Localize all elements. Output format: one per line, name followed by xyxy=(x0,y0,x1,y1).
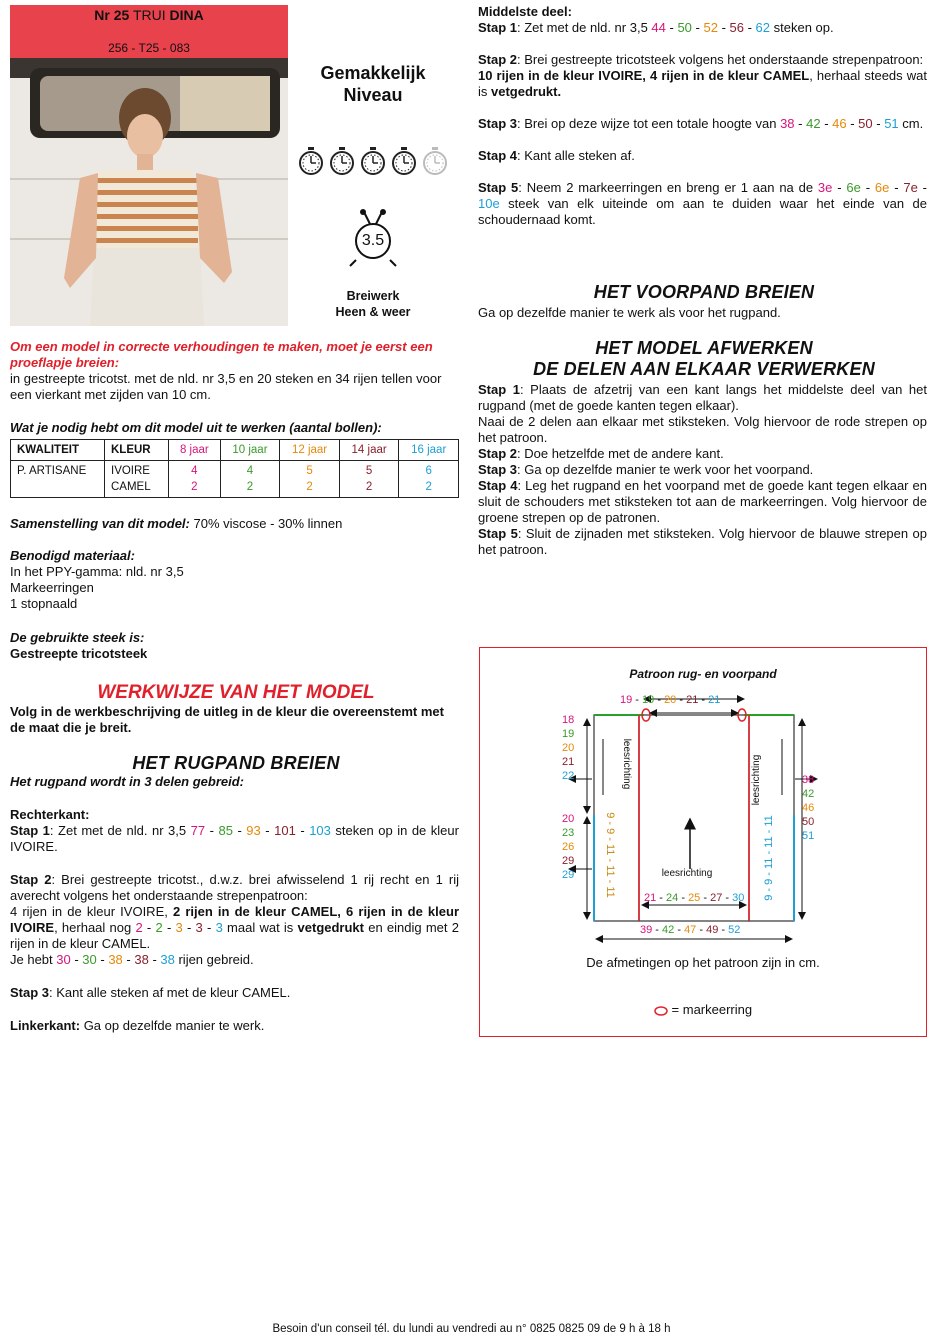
size-value: 21 xyxy=(562,756,575,768)
ivoire-qty: 5 xyxy=(365,465,373,477)
girl-photo-illustration xyxy=(10,58,288,326)
workflow-title: WERKWIJZE VAN HET MODEL xyxy=(97,682,375,703)
step-bold: 10 rijen in de kleur IVOIRE, 4 rijen in de kleur CAMEL xyxy=(478,68,810,83)
size-value: 38 xyxy=(134,952,149,967)
step-label: Stap 3 xyxy=(478,462,518,477)
size-value: 3 xyxy=(195,920,203,935)
left-side-title: Linkerkant: xyxy=(10,1018,81,1033)
header-size-16: 16 jaar xyxy=(399,440,459,461)
size-8-cell xyxy=(169,461,221,498)
size-list: 77 - 85 - 93 - 101 - 103 xyxy=(190,823,331,838)
step-text: : Leg het rugpand en het voorpand met de goede kant tegen elkaar en sluit de schouders met stiksteken tot aan de markeerringen. Volg hiervoor de groene strepen op de patronen. xyxy=(478,478,928,525)
camel-qty: 2 xyxy=(306,481,313,493)
gauge-title: Om een model in correcte verhoudingen te maken, moet je eerst een proeflapje breien: xyxy=(10,339,433,370)
r-step3 xyxy=(10,985,459,1001)
footer-text: Besoin d'un conseil tél. du lundi au vendredi au n° 0825 0825 09 de 9 h à 18 h xyxy=(272,1323,671,1335)
step-label: Stap 2 xyxy=(10,872,52,887)
size-value: 85 xyxy=(218,823,233,838)
left-side-text: Ga op dezelfde manier te werk. xyxy=(80,1018,265,1033)
composition-value: 70% viscose - 30% linnen xyxy=(189,516,343,531)
ivoire-qty: 4 xyxy=(191,465,198,477)
size-value: 50 xyxy=(802,816,815,828)
size-value: 19 xyxy=(562,728,575,740)
size-16-cell xyxy=(399,461,459,498)
step-label: Stap 5 xyxy=(478,180,519,195)
model-title xyxy=(10,7,288,24)
back-title: HET RUGPAND BREIEN xyxy=(132,753,340,773)
step-text: : Brei gestreepte tricotst., d.w.z. brei afwisselend 1 rij recht en 1 rij averecht volgens het onderstaande strepenpatroon: xyxy=(10,872,459,903)
size-value: 2 xyxy=(135,920,143,935)
size-value: 93 xyxy=(246,823,261,838)
size-value: 3 xyxy=(175,920,183,935)
header-quality: KWALITEIT xyxy=(11,440,105,461)
header-size-10: 10 jaar xyxy=(220,440,280,461)
size-value: 38 xyxy=(108,952,123,967)
workflow-text: Volg in de werkbeschrijving de uitleg in de kleur die overeenstemt met de maat die je breit. xyxy=(10,704,444,735)
size-value: 56 xyxy=(729,20,744,35)
table-row xyxy=(11,461,459,498)
size-value: 19 xyxy=(642,694,655,706)
step-label: Stap 3 xyxy=(10,985,50,1000)
finish-title-2: DE DELEN AAN ELKAAR VERWERKEN xyxy=(533,359,875,379)
m-step2 xyxy=(478,52,927,100)
size-14-cell xyxy=(339,461,399,498)
m-step5 xyxy=(478,180,927,228)
step-bold: 2 rijen in de kleur CAMEL, 6 rijen in de kleur IVOIRE xyxy=(10,904,460,935)
size-value: 103 xyxy=(309,823,331,838)
stitch-title: De gebruikte steek is: xyxy=(10,630,145,645)
r-step2 xyxy=(10,872,459,968)
step-text: : Zet met de nld. nr 3,5 xyxy=(49,823,191,838)
step-text: cm. xyxy=(898,116,924,131)
size-value: 46 xyxy=(832,116,847,131)
middle-part xyxy=(478,4,927,228)
front-title: HET VOORPAND BREIEN xyxy=(593,282,815,302)
size-value: 38 xyxy=(780,116,795,131)
size-value: 77 xyxy=(190,823,206,838)
left-side xyxy=(10,1018,459,1034)
step-text: : Neem 2 markeerringen en breng er 1 aan na de xyxy=(518,180,818,195)
model-name: DINA xyxy=(169,7,204,23)
size-value: 30 xyxy=(82,952,97,967)
material-line: In het PPY-gamma: nld. nr 3,5 xyxy=(10,564,184,579)
right-side-title: Rechterkant: xyxy=(10,807,90,822)
size-value: 52 xyxy=(728,924,741,936)
size-value: 23 xyxy=(562,827,575,839)
right-piece-height: 9 - 9 - 11 - 11 - 11 xyxy=(763,815,775,901)
difficulty-caption: Niveau xyxy=(343,85,403,105)
technique-label xyxy=(298,288,448,320)
size-value: 22 xyxy=(562,770,575,782)
size-list: 30 - 30 - 38 - 38 - 38 xyxy=(56,952,175,967)
size-12-cell xyxy=(280,461,340,498)
stopwatch-filled-icon xyxy=(360,146,386,176)
size-value: 20 xyxy=(664,694,677,706)
bottom-width: 39 - 42 - 47 - 49 - 52 xyxy=(640,924,741,936)
r-step1 xyxy=(10,823,459,855)
size-list: 44 - 50 - 52 - 56 - 62 xyxy=(651,20,771,35)
material-title: Benodigd materiaal: xyxy=(10,548,135,563)
step-bold: vetgedrukt xyxy=(297,920,364,935)
f-step1-b: Naai de 2 delen aan elkaar met stiksteken. Volg hiervoor de rode strepen op het patroon. xyxy=(478,414,927,445)
size-value: 18 xyxy=(562,714,575,726)
step-text: : Sluit de zijnaden met stiksteken. Volg hiervoor de blauwe strepen op het patroon. xyxy=(478,526,927,557)
step-label: Stap 4 xyxy=(478,478,518,493)
color-cell xyxy=(105,461,169,498)
material-section xyxy=(10,548,462,612)
yarn-table-header xyxy=(11,440,459,461)
m-step1 xyxy=(478,20,927,36)
size-value: 6e xyxy=(846,180,861,195)
needle-size-badge xyxy=(346,208,400,268)
size-value: 2 xyxy=(155,920,163,935)
size-10-cell xyxy=(220,461,280,498)
f-step1 xyxy=(478,382,927,414)
technique-line2: Heen & weer xyxy=(335,305,411,319)
diagram-note: De afmetingen op het patroon zijn in cm. xyxy=(586,955,820,970)
difficulty-level: Gemakkelijk xyxy=(320,63,426,83)
step-text: 4 rijen in de kleur IVOIRE, xyxy=(10,904,173,919)
gauge-text: in gestreepte tricotst. met de nld. nr 3,5 en 20 steken en 34 rijen tellen voor een vierkant met zijden van 10 cm. xyxy=(10,371,442,402)
camel-qty: 2 xyxy=(365,481,373,493)
composition-title: Samenstelling van dit model: xyxy=(10,516,190,531)
step-text: steken op in de kleur IVOIRE. xyxy=(10,823,459,854)
size-value: 39 xyxy=(640,924,653,936)
size-value: 49 xyxy=(706,924,719,936)
reading-direction-right: leesrichting xyxy=(751,754,762,806)
size-list: 38 - 42 - 46 - 50 - 51 xyxy=(780,116,899,131)
step-text: Je hebt xyxy=(10,952,57,967)
finish-title-1: HET MODEL AFWERKEN xyxy=(595,338,813,358)
back-right-side xyxy=(10,807,459,1034)
model-code: 256 - T25 - 083 xyxy=(108,41,190,55)
stopwatch-filled-icon xyxy=(391,146,417,176)
size-value: 20 xyxy=(562,742,575,754)
step-text: : Brei gestreepte tricotsteek volgens het onderstaande strepenpatroon: xyxy=(517,52,924,67)
header-size-8: 8 jaar xyxy=(169,440,221,461)
step-text: : Brei op deze wijze tot een totale hoogte van xyxy=(517,116,781,131)
left-top-sizes xyxy=(562,713,574,783)
yarn-table xyxy=(10,439,459,498)
stopwatch-filled-icon xyxy=(298,146,324,176)
size-value: 30 xyxy=(56,952,71,967)
f-step5 xyxy=(478,526,927,558)
size-value: 25 xyxy=(688,892,701,904)
size-list: 3e - 6e - 6e - 7e - 10e xyxy=(478,180,928,211)
camel-qty: 2 xyxy=(246,481,254,493)
stopwatch-empty-icon xyxy=(422,146,448,176)
front-text: Ga op dezelfde manier te werk als voor het rugpand. xyxy=(478,305,781,320)
quality-cell: P. ARTISANE xyxy=(11,461,105,498)
camel-qty: 2 xyxy=(425,481,432,493)
m-step3 xyxy=(478,116,927,132)
size-value: 29 xyxy=(562,869,575,881)
size-value: 47 xyxy=(684,924,697,936)
composition xyxy=(10,516,462,532)
step-label: Stap 5 xyxy=(478,526,518,541)
step-bold: vetgedrukt. xyxy=(491,84,562,99)
size-value: 21 xyxy=(686,694,699,706)
color-ivoire: IVOIRE xyxy=(111,465,150,477)
marker-ring-icon xyxy=(654,1006,668,1016)
size-value: 27 xyxy=(710,892,723,904)
header-color: KLEUR xyxy=(105,440,169,461)
size-value: 62 xyxy=(755,20,771,35)
size-value: 29 xyxy=(562,855,575,867)
size-value: 26 xyxy=(562,841,575,853)
left-piece-height: 9 - 9 - 11 - 11 - 11 xyxy=(604,812,616,898)
size-value: 50 xyxy=(677,20,692,35)
size-value: 38 xyxy=(160,952,175,967)
size-value: 101 xyxy=(274,823,296,838)
size-value: 24 xyxy=(666,892,679,904)
camel-qty: 2 xyxy=(191,481,198,493)
model-product: TRUI xyxy=(132,7,166,23)
step-label: Stap 1 xyxy=(478,382,520,397)
ivoire-qty: 5 xyxy=(306,465,313,477)
size-value: 6e xyxy=(874,180,890,195)
step-text: steek van elk uiteinde om aan te duiden waar het einde van de schoudernaad komt. xyxy=(478,196,927,227)
step-text: , herhaal steeds wat is xyxy=(478,68,927,99)
top-width-label: 19 - 19 - 20 - 21 - 21 xyxy=(620,694,721,706)
marker-legend xyxy=(479,1002,927,1018)
reading-direction-center: leesrichting xyxy=(661,868,713,879)
step-text: : Zet met de nld. nr 3,5 xyxy=(517,20,652,35)
step-text: , herhaal nog xyxy=(54,920,136,935)
ivoire-qty: 6 xyxy=(425,465,432,477)
step-label: Stap 2 xyxy=(478,52,518,67)
size-value: 10e xyxy=(478,196,500,211)
step-text: : Kant alle steken af. xyxy=(517,148,635,163)
technique-line1: Breiwerk xyxy=(346,289,400,303)
gauge-section xyxy=(10,339,462,403)
size-list: 2 - 2 - 3 - 3 - 3 xyxy=(135,920,223,935)
size-value: 51 xyxy=(884,116,899,131)
f-step3 xyxy=(478,462,927,478)
color-camel: CAMEL xyxy=(111,481,151,493)
size-value: 38 xyxy=(802,774,815,786)
f-step2 xyxy=(478,446,927,462)
step-text: : Doe hetzelfde met de andere kant. xyxy=(517,446,724,461)
needs-title: Wat je nodig hebt om dit model uit te werken (aantal bollen): xyxy=(10,420,382,435)
step-text: : Kant alle steken af met de kleur CAMEL. xyxy=(49,985,291,1000)
header-size-14: 14 jaar xyxy=(339,440,399,461)
size-value: 42 xyxy=(806,116,821,131)
model-photo xyxy=(10,58,288,326)
size-value: 21 xyxy=(644,892,657,904)
step-label: Stap 1 xyxy=(478,20,518,35)
step-label: Stap 1 xyxy=(10,823,50,838)
m-step4 xyxy=(478,148,927,164)
step-text: : Ga op dezelfde manier te werk voor het voorpand. xyxy=(517,462,814,477)
middle-title: Middelste deel: xyxy=(478,4,572,19)
stitch-value: Gestreepte tricotsteek xyxy=(10,646,148,661)
size-value: 52 xyxy=(703,20,718,35)
f-step4 xyxy=(478,478,927,526)
size-value: 30 xyxy=(732,892,745,904)
step-label: Stap 2 xyxy=(478,446,518,461)
right-height-sizes xyxy=(802,773,814,843)
needle-size-value: 3.5 xyxy=(361,232,385,249)
size-value: 3 xyxy=(215,920,223,935)
difficulty-label xyxy=(298,62,448,106)
material-line: 1 stopnaald xyxy=(10,596,78,611)
size-value: 7e xyxy=(903,180,918,195)
size-value: 50 xyxy=(858,116,873,131)
ivoire-qty: 4 xyxy=(246,465,254,477)
size-value: 20 xyxy=(562,813,575,825)
size-value: 42 xyxy=(802,788,815,800)
step-text: maal wat is xyxy=(222,920,298,935)
back-subtitle: Het rugpand wordt in 3 delen gebreid: xyxy=(10,774,245,789)
size-value: 19 xyxy=(620,694,633,706)
inner-bottom-width: 21 - 24 - 25 - 27 - 30 xyxy=(644,892,745,904)
step-text: steken op. xyxy=(770,20,834,35)
material-line: Markeerringen xyxy=(10,580,94,595)
marker-legend-text: = markeerring xyxy=(671,1002,753,1017)
step-text: en eindig met 2 rijen in de kleur CAMEL. xyxy=(10,920,459,951)
header-size-12: 12 jaar xyxy=(280,440,340,461)
model-number: Nr 25 xyxy=(94,7,130,23)
reading-direction-left: leesrichting xyxy=(621,738,632,790)
diagram-title: Patroon rug- en voorpand xyxy=(629,667,777,681)
step-text: : Plaats de afzetrij van een kant langs het middelste deel van het rugpand (met de goede kanten tegen elkaar). xyxy=(478,382,928,413)
finish-steps xyxy=(478,382,927,558)
step-label: Stap 4 xyxy=(478,148,518,163)
size-value: 46 xyxy=(802,802,815,814)
difficulty-rating xyxy=(298,146,458,180)
size-value: 3e xyxy=(817,180,833,195)
size-value: 42 xyxy=(662,924,675,936)
stitch-section xyxy=(10,630,462,662)
size-value: 21 xyxy=(708,694,721,706)
stopwatch-filled-icon xyxy=(329,146,355,176)
left-bottom-sizes xyxy=(562,812,574,882)
size-value: 51 xyxy=(802,830,815,842)
size-value: 44 xyxy=(651,20,666,35)
step-label: Stap 3 xyxy=(478,116,518,131)
step-text: rijen gebreid. xyxy=(174,952,254,967)
